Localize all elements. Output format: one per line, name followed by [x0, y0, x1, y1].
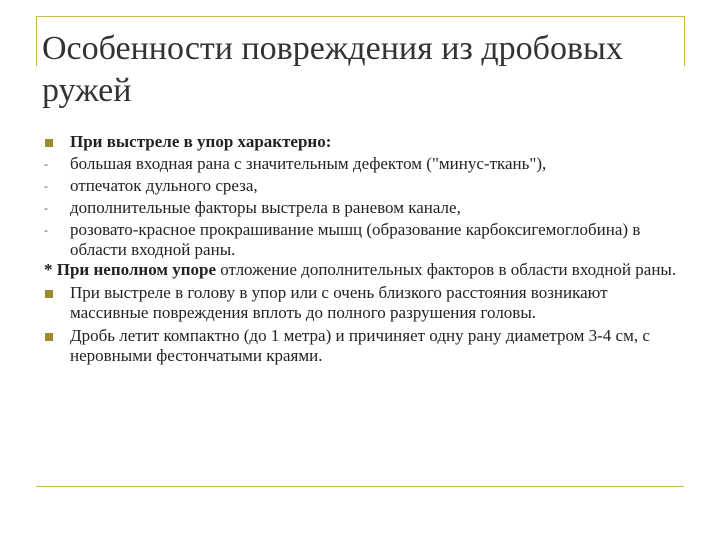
star-marker: *: [44, 260, 53, 279]
dash-item-text: розовато-красное прокрашивание мышц (образование карбоксигемоглобина) в области входной раны.: [70, 220, 641, 259]
dash-item-muzzle-imprint: - отпечаток дульного среза,: [44, 176, 258, 195]
bullet-bold-text: При выстреле в упор характерно:: [70, 132, 332, 151]
frame-bottom-line: [36, 486, 684, 487]
dash-item-large-wound: - большая входная рана с значительным дефектом ("минус-ткань"),: [44, 154, 547, 173]
slide-title: Особенности повреждения из дробовых ружей: [42, 30, 623, 109]
frame-left-line: [36, 16, 37, 66]
bullet-item-text: Дробь летит компактно (до 1 метра) и причиняет одну рану диаметром 3-4 см, с неровными фестончатыми краями.: [70, 326, 650, 365]
dash-item-extra-factors: - дополнительные факторы выстрела в раневом канале,: [44, 198, 461, 217]
dash-item-text: большая входная рана с значительным дефектом ("минус-ткань"),: [70, 154, 547, 173]
slide-body: [44, 132, 684, 366]
star-bold-text: При неполном упоре: [56, 260, 217, 279]
dash-item-muscle-staining: - розовато-красное прокрашивание мышц (образование карбоксигемоглобина) в области входной раны.: [44, 220, 641, 259]
star-item-text: отложение дополнительных факторов в области входной раны.: [216, 260, 677, 279]
bullet-item-text: При выстреле в голову в упор или с очень близкого расстояния возникают массивные повреждения вплоть до полного разрушения головы.: [70, 283, 608, 322]
frame-right-line: [684, 16, 685, 66]
dash-item-text: отпечаток дульного среза,: [70, 176, 258, 195]
bullet-item-head-shot: [44, 283, 684, 323]
star-item-incomplete-contact: [44, 260, 684, 280]
bullet-item-shot-compact: [44, 326, 684, 366]
bullet-item-point-blank: [44, 132, 684, 154]
dash-item-text: дополнительные факторы выстрела в раневом канале,: [70, 198, 461, 217]
frame-top-line: [36, 16, 684, 17]
